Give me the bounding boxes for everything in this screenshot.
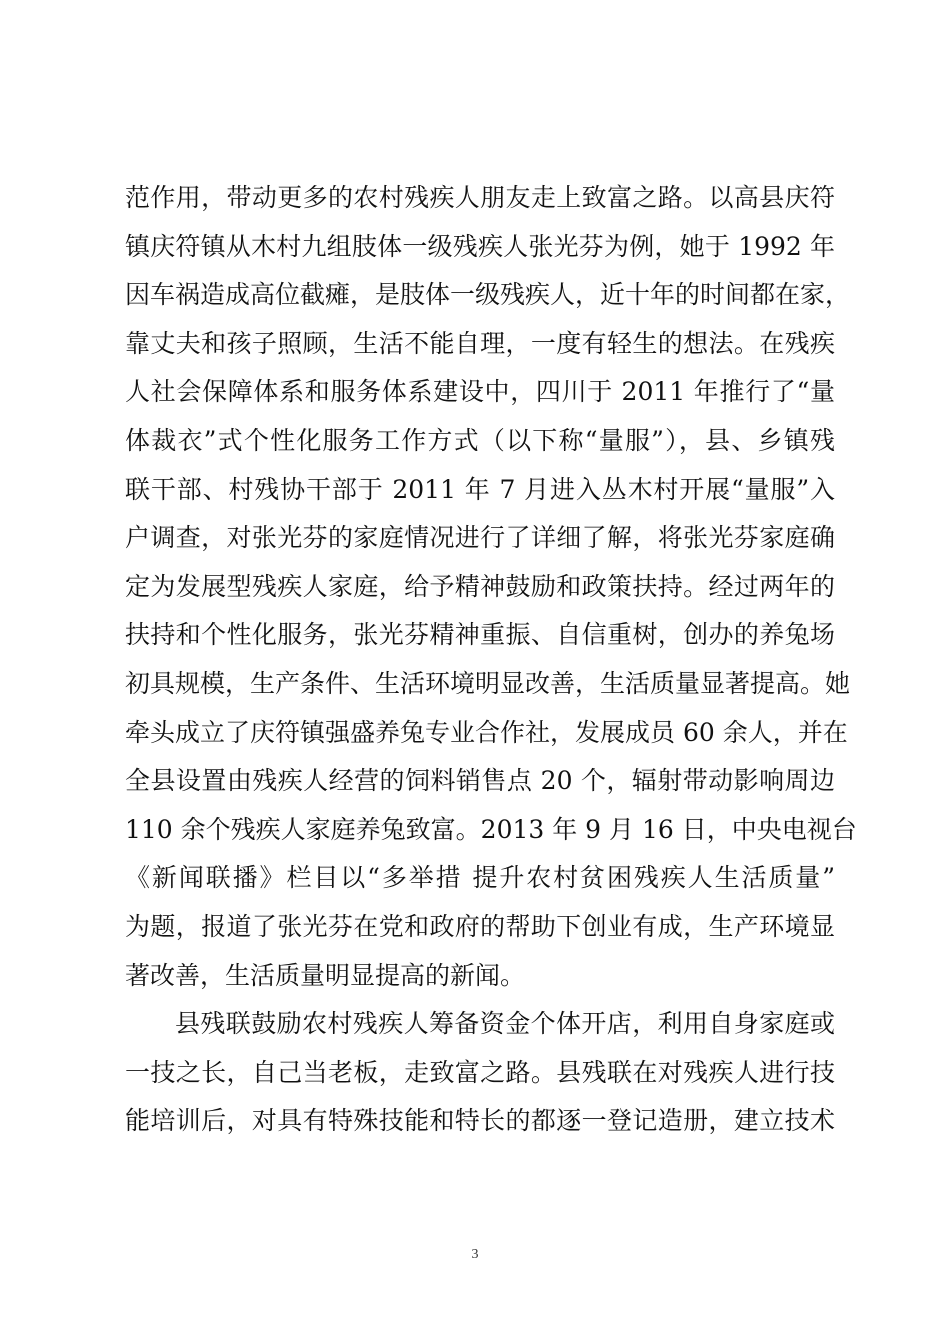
text-line: 联干部、村残协干部于 2011 年 7 月进入丛木村开展“量服”入 [125,474,835,504]
text-line: 110 余个残疾人家庭养兔致富。2013 年 9 月 16 日，中央电视台 [125,814,857,844]
text-line: 县残联鼓励农村残疾人筹备资金个体开店，利用自身家庭或 [175,1009,835,1039]
text-line: 一技之长，自己当老板，走致富之路。县残联在对残疾人进行技 [125,1057,835,1087]
text-line: 著改善，生活质量明显提高的新闻。 [125,960,526,990]
text-line: 定为发展型残疾人家庭，给予精神鼓励和政策扶持。经过两年的 [125,571,835,601]
text-line: 体裁衣”式个性化服务工作方式（以下称“量服”），县、乡镇残 [125,425,835,455]
text-line: 靠丈夫和孩子照顾，生活不能自理，一度有轻生的想法。在残疾 [125,328,835,358]
text-line: 初具规模，生产条件、生活环境明显改善，生活质量显著提高。她 [125,668,851,698]
text-line: 全县设置由残疾人经营的饲料销售点 20 个，辐射带动影响周边 [125,766,835,796]
text-line: 牵头成立了庆符镇强盛养兔专业合作社，发展成员 60 余人，并在 [125,717,848,747]
text-line: 扶持和个性化服务，张光芬精神重振、自信重树，创办的养兔场 [125,620,835,650]
text-line: 户调查，对张光芬的家庭情况进行了详细了解，将张光芬家庭确 [125,523,835,553]
page-number: 3 [471,1247,479,1262]
text-line: 《新闻联播》栏目以“多举措 提升农村贫困残疾人生活质量” [125,863,835,893]
body-text [125,174,857,1146]
text-line: 因车祸造成高位截瘫，是肢体一级残疾人，近十年的时间都在家， [125,280,851,310]
text-line: 为题，报道了张光芬在党和政府的帮助下创业有成，生产环境显 [125,911,835,941]
text-line: 镇庆符镇从木村九组肢体一级残疾人张光芬为例，她于 1992 年 [125,231,835,261]
text-line: 人社会保障体系和服务体系建设中，四川于 2011 年推行了“量 [125,377,835,407]
text-line: 能培训后，对具有特殊技能和特长的都逐一登记造册，建立技术 [125,1106,835,1136]
text-line: 范作用，带动更多的农村残疾人朋友走上致富之路。以高县庆符 [125,183,835,212]
